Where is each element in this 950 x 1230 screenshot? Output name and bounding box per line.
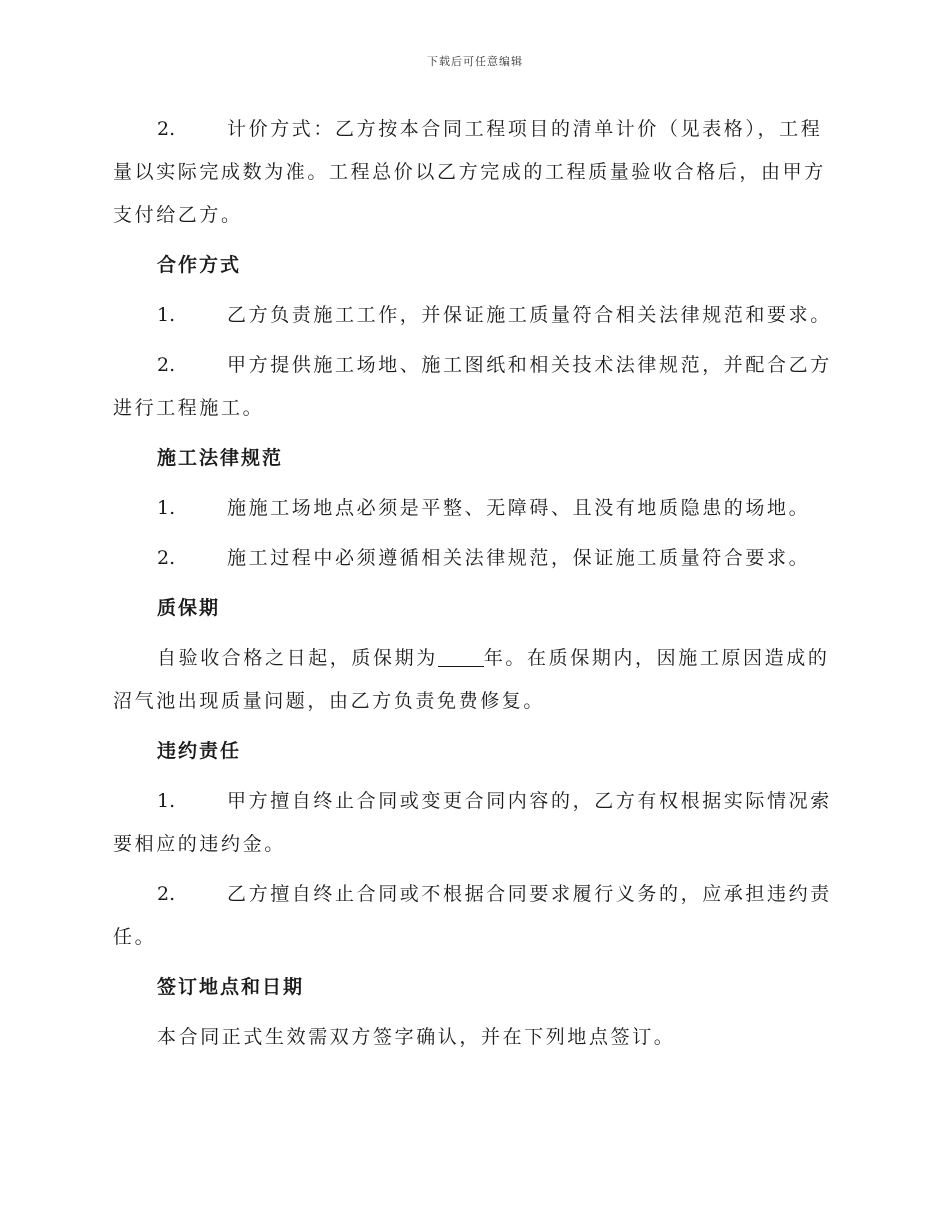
item-number: 2. — [157, 547, 176, 569]
item-text: 甲方提供施工场地、施工图纸和相关技术法律规范，并配合乙方进行工程施工。 — [113, 354, 832, 419]
list-item — [113, 487, 835, 530]
list-item — [113, 873, 835, 959]
section-heading-breach: 违约责任 — [157, 740, 242, 762]
section-heading-construction-rules: 施工法律规范 — [157, 447, 284, 469]
section-heading-cooperation: 合作方式 — [157, 254, 242, 276]
list-item — [113, 108, 835, 237]
item-number: 2. — [157, 118, 176, 140]
item-text: 计价方式：乙方按本合同工程项目的清单计价（见表格），工程量以实际完成数为准。工程总价以乙方完成的工程质量验收合格后，由甲方支付给乙方。 — [113, 118, 826, 226]
warranty-years-blank — [438, 647, 484, 667]
item-text: 乙方负责施工工作，并保证施工质量符合相关法律规范和要求。 — [227, 304, 832, 326]
list-item — [113, 294, 835, 337]
warranty-text-before: 自验收合格之日起，质保期为 — [157, 647, 438, 669]
page-header: 下载后可任意编辑 — [427, 55, 523, 68]
warranty-text-after: 年。在质保期内，因施工原因造成的沼气池出现质量问题，由乙方负责免费修复。 — [113, 647, 830, 712]
section-heading-warranty: 质保期 — [157, 597, 221, 619]
item-text: 甲方擅自终止合同或变更合同内容的，乙方有权根据实际情况索要相应的违约金。 — [113, 790, 832, 855]
document-body — [113, 108, 835, 1066]
list-item — [113, 537, 835, 580]
item-text: 施工过程中必须遵循相关法律规范，保证施工质量符合要求。 — [227, 547, 811, 569]
item-text: 施施工场地点必须是平整、无障碍、且没有地质隐患的场地。 — [227, 497, 811, 519]
item-text: 乙方擅自终止合同或不根据合同要求履行义务的，应承担违约责任。 — [113, 883, 832, 948]
warranty-paragraph — [113, 637, 835, 723]
item-number: 2. — [157, 883, 176, 905]
item-number: 1. — [157, 304, 176, 326]
signing-paragraph: 本合同正式生效需双方签字确认，并在下列地点签订。 — [157, 1026, 676, 1048]
list-item — [113, 344, 835, 430]
item-number: 2. — [157, 354, 176, 376]
section-heading-signing: 签订地点和日期 — [157, 976, 305, 998]
item-number: 1. — [157, 790, 176, 812]
item-number: 1. — [157, 497, 176, 519]
list-item — [113, 780, 835, 866]
